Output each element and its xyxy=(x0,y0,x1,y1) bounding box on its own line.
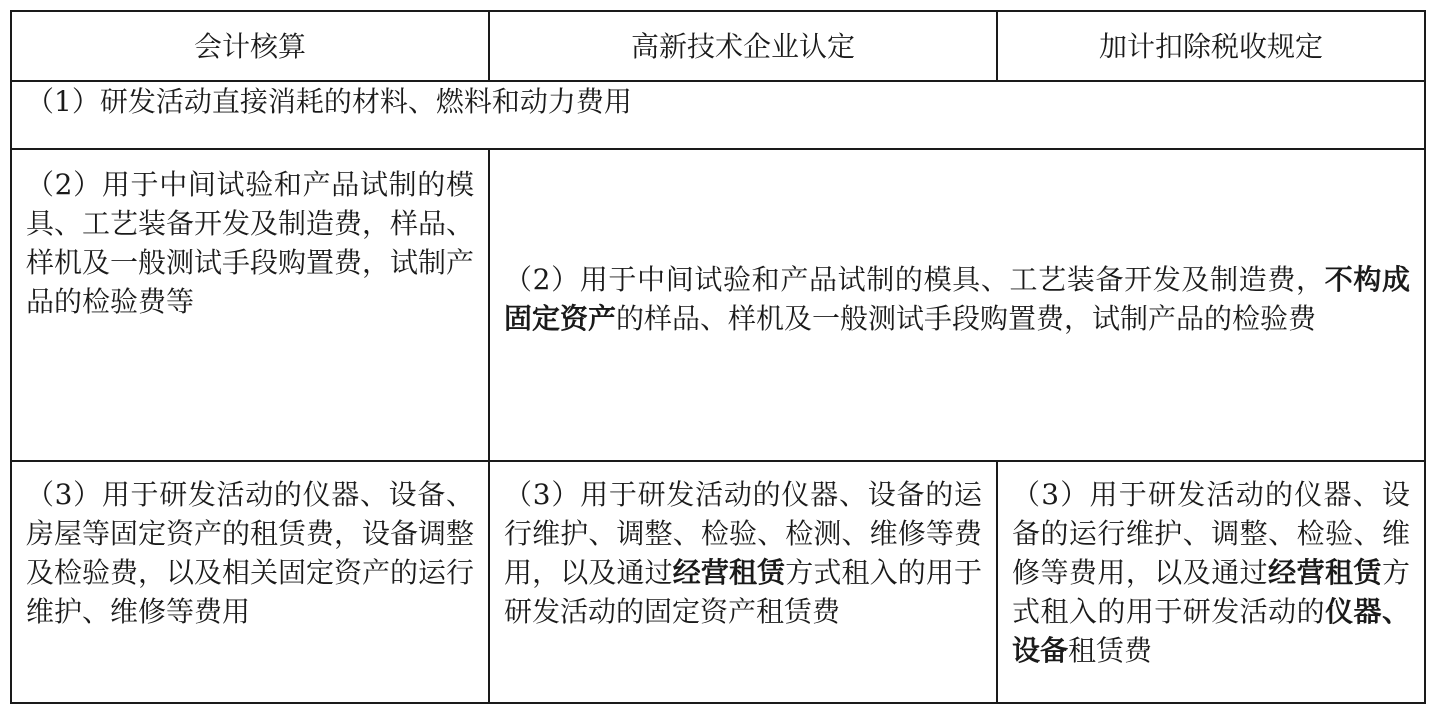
row3-deduction-part3: 租赁费 xyxy=(1068,634,1153,667)
header-super-deduction-rules: 加计扣除税收规定 xyxy=(997,11,1425,81)
row3-deduction-bold1: 经营租赁 xyxy=(1268,556,1382,589)
table-row xyxy=(11,461,1425,703)
table-row xyxy=(11,149,1425,461)
row2-merged-cell xyxy=(489,149,1425,461)
table-header-row xyxy=(11,11,1425,81)
row2-accounting-text: （2）用于中间试验和产品试制的模具、工艺装备开发及制造费，样品、样机及一般测试手段购置费，试制产品的检验费等 xyxy=(26,168,475,318)
row3-deduction-part2: 方式租入的用于研发活动的 xyxy=(1012,556,1410,628)
comparison-table xyxy=(10,10,1426,704)
row3-hightech-part1: （3）用于研发活动的仪器、设备的运行维护、调整、检验、检测、维修等费用，以及通过 xyxy=(504,478,982,589)
row2-merged-part1: （2）用于中间试验和产品试制的模具、工艺装备开发及制造费， xyxy=(504,262,1325,296)
table-row xyxy=(11,81,1425,149)
header-high-tech-certification: 高新技术企业认定 xyxy=(489,11,997,81)
row1-merged-cell xyxy=(11,81,1425,149)
row3-accounting-cell xyxy=(11,461,489,703)
header-accounting: 会计核算 xyxy=(11,11,489,81)
row3-deduction-cell xyxy=(997,461,1425,703)
row3-deduction-part1: （3）用于研发活动的仪器、设备的运行维护、调整、检验、维修等费用，以及通过 xyxy=(1012,478,1410,589)
row3-hightech-bold: 经营租赁 xyxy=(672,556,786,589)
row2-accounting-cell xyxy=(11,149,489,461)
row1-text: （1）研发活动直接消耗的材料、燃料和动力费用 xyxy=(26,85,632,118)
row2-merged-bold: 不构成固定资产 xyxy=(504,262,1410,335)
row2-merged-part2: 的样品、样机及一般测试手段购置费，试制产品的检验费 xyxy=(616,301,1317,335)
row3-hightech-cell xyxy=(489,461,997,703)
row3-hightech-part2: 方式租入的用于研发活动的固定资产租赁费 xyxy=(504,556,982,628)
document-page xyxy=(10,10,1426,704)
row3-deduction-bold2: 仪器、设备 xyxy=(1012,595,1410,667)
row3-deduction-text xyxy=(998,462,1424,670)
row3-accounting-text: （3）用于研发活动的仪器、设备、房屋等固定资产的租赁费，设备调整及检验费，以及相关固定资产的运行维护、维修等费用 xyxy=(26,478,475,628)
row2-merged-text xyxy=(490,245,1424,338)
row3-hightech-text xyxy=(490,462,996,631)
